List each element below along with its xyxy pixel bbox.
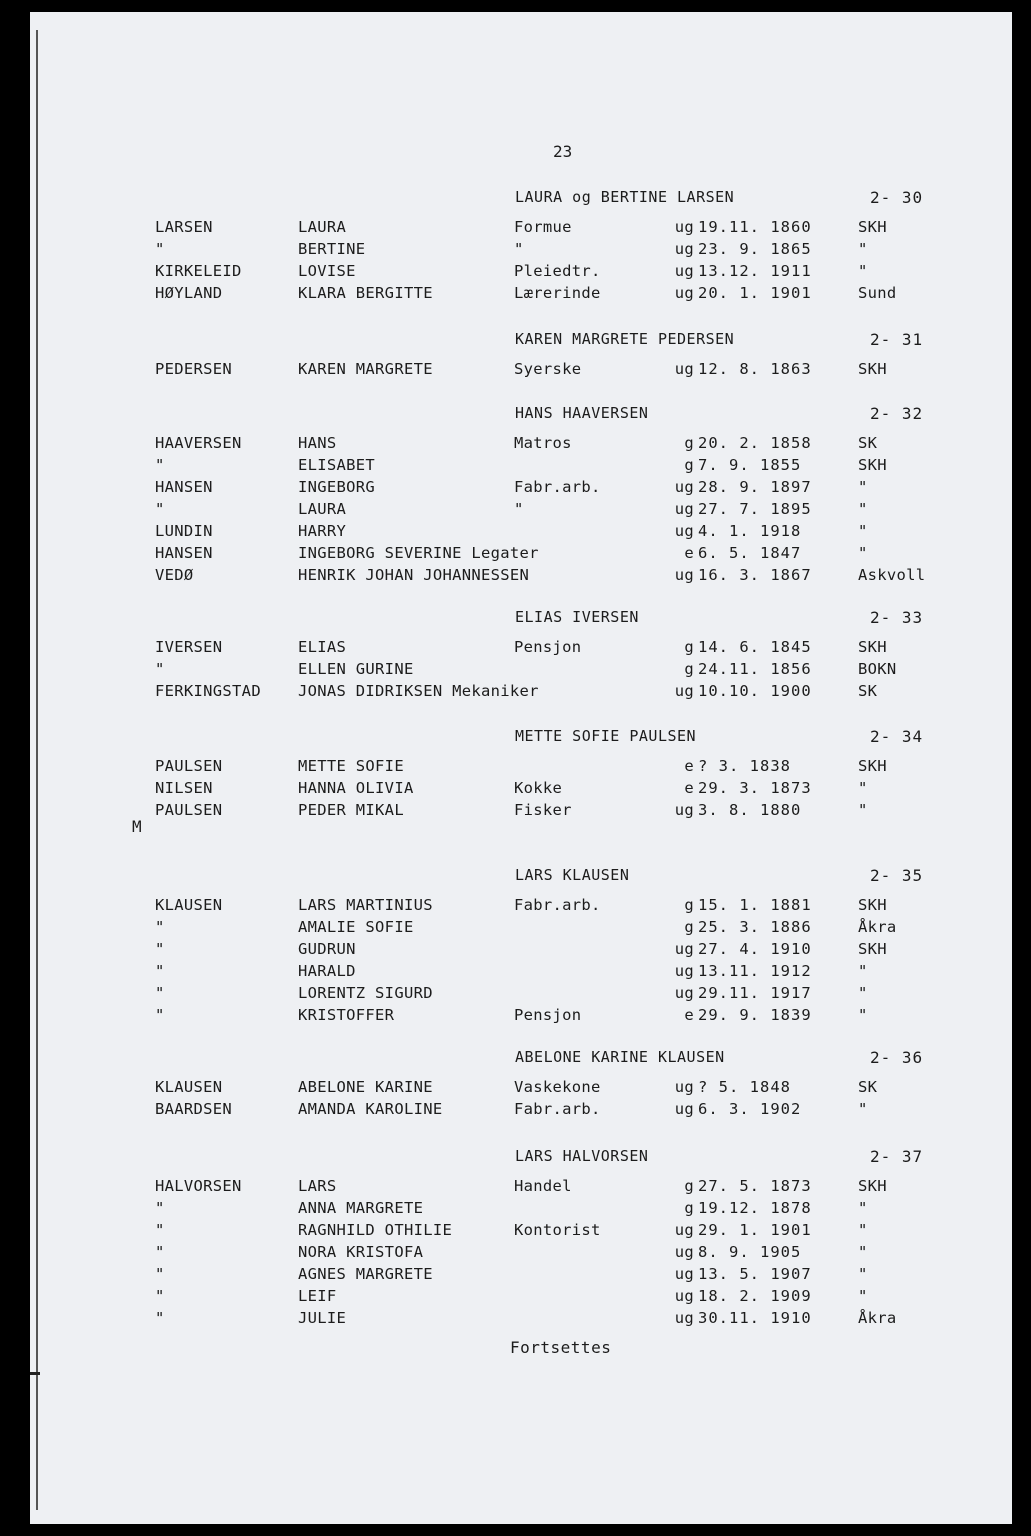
occupation: Fabr.arb. xyxy=(514,896,601,914)
marital-status: g xyxy=(684,896,694,914)
marital-status: g xyxy=(684,1199,694,1217)
margin-tick xyxy=(30,1372,40,1375)
given-names: HARALD xyxy=(298,962,356,980)
page-number: 23 xyxy=(553,142,573,161)
given-names: RAGNHILD OTHILIE xyxy=(298,1221,453,1239)
surname: HANSEN xyxy=(155,478,213,496)
birth-date: 19.12. 1878 xyxy=(698,1199,812,1217)
birth-date: 25. 3. 1886 xyxy=(698,918,812,936)
birth-place: SKH xyxy=(858,360,887,378)
given-names: ELIAS xyxy=(298,638,347,656)
occupation: " xyxy=(514,240,524,258)
given-names: BERTINE xyxy=(298,240,366,258)
household-code: 2- 32 xyxy=(870,404,924,423)
birth-place: SKH xyxy=(858,456,887,474)
margin-rule xyxy=(36,30,38,1510)
birth-place: SK xyxy=(858,682,878,700)
document-page xyxy=(30,12,1012,1524)
birth-date: 4. 1. 1918 xyxy=(698,522,802,540)
marital-status: g xyxy=(684,456,694,474)
surname: " xyxy=(155,1006,165,1024)
surname: HØYLAND xyxy=(155,284,223,302)
given-names: GUDRUN xyxy=(298,940,356,958)
given-names: METTE SOFIE xyxy=(298,757,404,775)
birth-date: 20. 1. 1901 xyxy=(698,284,812,302)
birth-date: 10.10. 1900 xyxy=(698,682,812,700)
surname: " xyxy=(155,1287,165,1305)
birth-place: " xyxy=(858,478,868,496)
birth-place: SKH xyxy=(858,1177,887,1195)
birth-date: 27. 4. 1910 xyxy=(698,940,812,958)
household-code: 2- 30 xyxy=(870,188,924,207)
surname: PAULSEN xyxy=(155,801,223,819)
given-names: INGEBORG xyxy=(298,478,376,496)
household-code: 2- 34 xyxy=(870,727,924,746)
birth-date: 18. 2. 1909 xyxy=(698,1287,812,1305)
given-names: AMANDA KAROLINE xyxy=(298,1100,443,1118)
occupation: Kontorist xyxy=(514,1221,601,1239)
occupation: Kokke xyxy=(514,779,563,797)
given-names: LOVISE xyxy=(298,262,356,280)
birth-place: SK xyxy=(858,434,878,452)
surname: BAARDSEN xyxy=(155,1100,233,1118)
marital-status: ug xyxy=(674,1287,694,1305)
surname: " xyxy=(155,240,165,258)
birth-date: 6. 5. 1847 xyxy=(698,544,802,562)
marital-status: g xyxy=(684,434,694,452)
surname: PEDERSEN xyxy=(155,360,233,378)
birth-place: Åkra xyxy=(858,918,897,936)
marital-status: g xyxy=(684,660,694,678)
given-names: LAURA xyxy=(298,218,347,236)
marital-status: ug xyxy=(674,284,694,302)
surname: HAAVERSEN xyxy=(155,434,242,452)
surname: PAULSEN xyxy=(155,757,223,775)
household-heading: HANS HAAVERSEN xyxy=(515,404,649,422)
occupation: Fisker xyxy=(514,801,572,819)
birth-place: Åkra xyxy=(858,1309,897,1327)
marital-status: g xyxy=(684,918,694,936)
surname: KLAUSEN xyxy=(155,1078,223,1096)
given-names: NORA KRISTOFA xyxy=(298,1243,424,1261)
birth-place: " xyxy=(858,500,868,518)
margin-mark: M xyxy=(132,817,142,836)
surname: HALVORSEN xyxy=(155,1177,242,1195)
birth-date: 27. 5. 1873 xyxy=(698,1177,812,1195)
surname: " xyxy=(155,940,165,958)
occupation: Matros xyxy=(514,434,572,452)
household-heading: ABELONE KARINE KLAUSEN xyxy=(515,1048,725,1066)
birth-place: SK xyxy=(858,1078,878,1096)
birth-date: 14. 6. 1845 xyxy=(698,638,812,656)
surname: HANSEN xyxy=(155,544,213,562)
marital-status: ug xyxy=(674,984,694,1002)
occupation: Pleiedtr. xyxy=(514,262,601,280)
birth-date: 12. 8. 1863 xyxy=(698,360,812,378)
surname: " xyxy=(155,1243,165,1261)
given-names: LARS MARTINIUS xyxy=(298,896,433,914)
birth-date: 7. 9. 1855 xyxy=(698,456,802,474)
birth-place: " xyxy=(858,1265,868,1283)
birth-place: " xyxy=(858,1006,868,1024)
birth-place: " xyxy=(858,522,868,540)
surname: " xyxy=(155,456,165,474)
birth-place: Sund xyxy=(858,284,897,302)
birth-place: " xyxy=(858,801,868,819)
birth-date: 29. 9. 1839 xyxy=(698,1006,812,1024)
birth-date: 3. 8. 1880 xyxy=(698,801,802,819)
surname: " xyxy=(155,918,165,936)
marital-status: ug xyxy=(674,801,694,819)
birth-date: 23. 9. 1865 xyxy=(698,240,812,258)
birth-place: SKH xyxy=(858,757,887,775)
marital-status: ug xyxy=(674,240,694,258)
birth-date: 29. 3. 1873 xyxy=(698,779,812,797)
occupation: Fabr.arb. xyxy=(514,478,601,496)
household-heading: LARS HALVORSEN xyxy=(515,1147,649,1165)
surname: " xyxy=(155,984,165,1002)
marital-status: ug xyxy=(674,262,694,280)
birth-date: 20. 2. 1858 xyxy=(698,434,812,452)
given-names: INGEBORG SEVERINE Legater xyxy=(298,544,539,562)
birth-date: 15. 1. 1881 xyxy=(698,896,812,914)
birth-date: 13.12. 1911 xyxy=(698,262,812,280)
given-names: KAREN MARGRETE xyxy=(298,360,433,378)
given-names: KLARA BERGITTE xyxy=(298,284,433,302)
birth-date: 13. 5. 1907 xyxy=(698,1265,812,1283)
marital-status: ug xyxy=(674,962,694,980)
birth-date: 16. 3. 1867 xyxy=(698,566,812,584)
marital-status: ug xyxy=(674,1078,694,1096)
birth-date: 29. 1. 1901 xyxy=(698,1221,812,1239)
birth-place: " xyxy=(858,1287,868,1305)
occupation: Vaskekone xyxy=(514,1078,601,1096)
marital-status: ug xyxy=(674,682,694,700)
birth-date: 6. 3. 1902 xyxy=(698,1100,802,1118)
surname: KIRKELEID xyxy=(155,262,242,280)
marital-status: e xyxy=(684,757,694,775)
given-names: LORENTZ SIGURD xyxy=(298,984,433,1002)
marital-status: ug xyxy=(674,566,694,584)
surname: LUNDIN xyxy=(155,522,213,540)
given-names: LEIF xyxy=(298,1287,337,1305)
occupation: Syerske xyxy=(514,360,582,378)
birth-date: 8. 9. 1905 xyxy=(698,1243,802,1261)
household-heading: LARS KLAUSEN xyxy=(515,866,630,884)
birth-date: 30.11. 1910 xyxy=(698,1309,812,1327)
birth-date: 28. 9. 1897 xyxy=(698,478,812,496)
surname: NILSEN xyxy=(155,779,213,797)
household-heading: KAREN MARGRETE PEDERSEN xyxy=(515,330,735,348)
marital-status: ug xyxy=(674,218,694,236)
surname: FERKINGSTAD xyxy=(155,682,261,700)
marital-status: ug xyxy=(674,1221,694,1239)
given-names: AGNES MARGRETE xyxy=(298,1265,433,1283)
surname: IVERSEN xyxy=(155,638,223,656)
birth-place: " xyxy=(858,962,868,980)
birth-place: SKH xyxy=(858,218,887,236)
household-code: 2- 37 xyxy=(870,1147,924,1166)
given-names: ELLEN GURINE xyxy=(298,660,414,678)
given-names: PEDER MIKAL xyxy=(298,801,404,819)
marital-status: ug xyxy=(674,1309,694,1327)
given-names: JONAS DIDRIKSEN Mekaniker xyxy=(298,682,539,700)
birth-place: SKH xyxy=(858,940,887,958)
given-names: ANNA MARGRETE xyxy=(298,1199,424,1217)
surname: " xyxy=(155,1199,165,1217)
surname: " xyxy=(155,1309,165,1327)
given-names: HANS xyxy=(298,434,337,452)
marital-status: ug xyxy=(674,500,694,518)
household-code: 2- 36 xyxy=(870,1048,924,1067)
occupation: Pensjon xyxy=(514,638,582,656)
continuation-note: Fortsettes xyxy=(510,1338,612,1357)
birth-date: 13.11. 1912 xyxy=(698,962,812,980)
marital-status: e xyxy=(684,779,694,797)
birth-place: " xyxy=(858,1221,868,1239)
given-names: LAURA xyxy=(298,500,347,518)
marital-status: ug xyxy=(674,360,694,378)
surname: " xyxy=(155,500,165,518)
birth-place: " xyxy=(858,1243,868,1261)
birth-place: " xyxy=(858,240,868,258)
given-names: ABELONE KARINE xyxy=(298,1078,433,1096)
birth-date: 29.11. 1917 xyxy=(698,984,812,1002)
household-code: 2- 31 xyxy=(870,330,924,349)
household-code: 2- 33 xyxy=(870,608,924,627)
surname: " xyxy=(155,1221,165,1239)
birth-date: ? 3. 1838 xyxy=(698,757,791,775)
occupation: " xyxy=(514,500,524,518)
birth-place: " xyxy=(858,262,868,280)
occupation: Formue xyxy=(514,218,572,236)
given-names: HARRY xyxy=(298,522,347,540)
household-heading: ELIAS IVERSEN xyxy=(515,608,639,626)
birth-place: " xyxy=(858,1100,868,1118)
surname: " xyxy=(155,660,165,678)
given-names: HANNA OLIVIA xyxy=(298,779,414,797)
marital-status: e xyxy=(684,544,694,562)
given-names: HENRIK JOHAN JOHANNESSEN xyxy=(298,566,530,584)
birth-place: BOKN xyxy=(858,660,897,678)
occupation: Fabr.arb. xyxy=(514,1100,601,1118)
birth-place: " xyxy=(858,544,868,562)
household-code: 2- 35 xyxy=(870,866,924,885)
surname: VEDØ xyxy=(155,566,194,584)
birth-date: 24.11. 1856 xyxy=(698,660,812,678)
birth-date: 19.11. 1860 xyxy=(698,218,812,236)
marital-status: g xyxy=(684,638,694,656)
surname: " xyxy=(155,962,165,980)
surname: " xyxy=(155,1265,165,1283)
marital-status: ug xyxy=(674,1265,694,1283)
surname: KLAUSEN xyxy=(155,896,223,914)
birth-place: SKH xyxy=(858,896,887,914)
birth-place: Askvoll xyxy=(858,566,926,584)
given-names: AMALIE SOFIE xyxy=(298,918,414,936)
marital-status: ug xyxy=(674,940,694,958)
marital-status: g xyxy=(684,1177,694,1195)
marital-status: ug xyxy=(674,1243,694,1261)
marital-status: ug xyxy=(674,478,694,496)
birth-place: " xyxy=(858,1199,868,1217)
occupation: Lærerinde xyxy=(514,284,601,302)
birth-place: SKH xyxy=(858,638,887,656)
occupation: Pensjon xyxy=(514,1006,582,1024)
marital-status: e xyxy=(684,1006,694,1024)
given-names: JULIE xyxy=(298,1309,347,1327)
given-names: KRISTOFFER xyxy=(298,1006,395,1024)
surname: LARSEN xyxy=(155,218,213,236)
marital-status: ug xyxy=(674,1100,694,1118)
birth-place: " xyxy=(858,779,868,797)
household-heading: METTE SOFIE PAULSEN xyxy=(515,727,697,745)
given-names: LARS xyxy=(298,1177,337,1195)
household-heading: LAURA og BERTINE LARSEN xyxy=(515,188,735,206)
occupation: Handel xyxy=(514,1177,572,1195)
given-names: ELISABET xyxy=(298,456,376,474)
marital-status: ug xyxy=(674,522,694,540)
birth-place: " xyxy=(858,984,868,1002)
birth-date: 27. 7. 1895 xyxy=(698,500,812,518)
birth-date: ? 5. 1848 xyxy=(698,1078,791,1096)
